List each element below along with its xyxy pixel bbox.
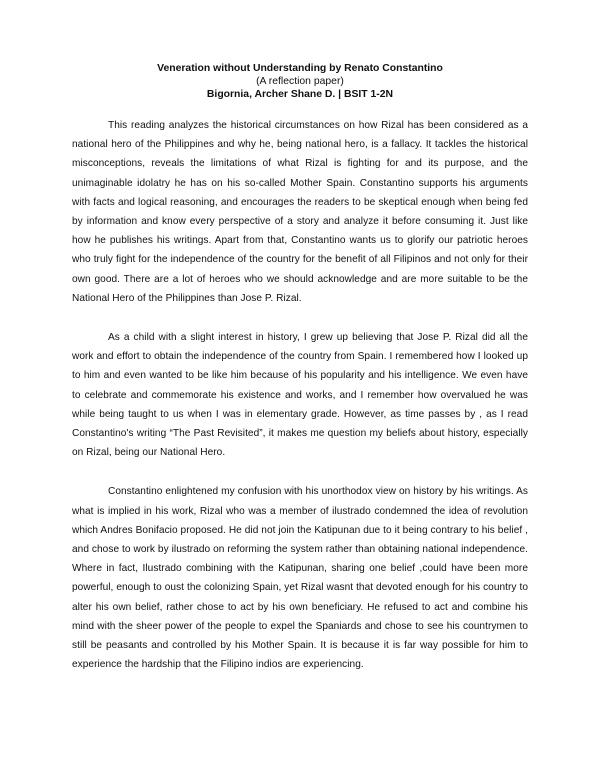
document-subtitle: (A reflection paper) xyxy=(256,76,344,87)
document-title: Veneration without Understanding by Renato Constantino xyxy=(157,63,443,74)
paragraph-2: As a child with a slight interest in history, I grew up believing that Jose P. Rizal did all the work and effort to obtain the independence of the country from Spain. I remembered how I looked up to him and even wanted to be like him because of his popularity and his intelligence. We even have to celebrate and commemorate his existence and works, and I remember how overvalued he was while being taught to us when I was in elementary grade. However, as time passes by , as I read Constantino's writing “The Past Revisited”, it makes me question my beliefs about history, especially on Rizal, being our National Hero. xyxy=(72,332,528,459)
document-page xyxy=(72,62,528,674)
author-line: Bigornia, Archer Shane D. | BSIT 1-2N xyxy=(206,89,394,100)
paragraph-3: Constantino enlightened my confusion with his unorthodox view on history by his writings. As what is implied in his work, Rizal who was a member of ilustrado condemned the idea of revolution which Andres Bonifacio proposed. He did not join the Katipunan due to it being contrary to his belief , and chose to work by ilustrado on reforming the system rather than obtaining national independence. Where in fact, Ilustrado combining with the Katipunan, sharing one belief ,could have been more powerful, enough to oust the colonizing Spain, yet Rizal wasnt that devoted enough for his country to alter his own belief, rather chose to act by his own beneficiary. He refused to act and combine his mind with the sheer power of the people to expel the Spaniards and chose to see his countrymen to still be peasants and controlled by his Mother Spain. It is because it is far way possible for him to experience the hardship that the Filipino indios are experiencing. xyxy=(72,486,528,671)
paragraph-1: This reading analyzes the historical circumstances on how Rizal has been considered as a national hero of the Philippines and why he, being national hero, is a fallacy. It tackles the historical misconceptions, reveals the limitations of what Rizal is fighting for and its purpose, and the unimaginable idolatry he has on his so-called Mother Spain. Constantino supports his arguments with facts and logical reasoning, and encourages the readers to be skeptical enough when being fed by information and know every perspective of a story and analyze it before consuming it. Just like how he publishes his writings. Apart from that, Constantino wants us to glorify our patriotic heroes who truly fight for the independence of the country for the benefit of all Filipinos and not only for their own good. There are a lot of heroes who we should acknowledge and are more suitable to be the National Hero of the Philippines than Jose P. Rizal. xyxy=(72,120,528,304)
document-header xyxy=(72,62,528,101)
document-body xyxy=(72,116,528,674)
